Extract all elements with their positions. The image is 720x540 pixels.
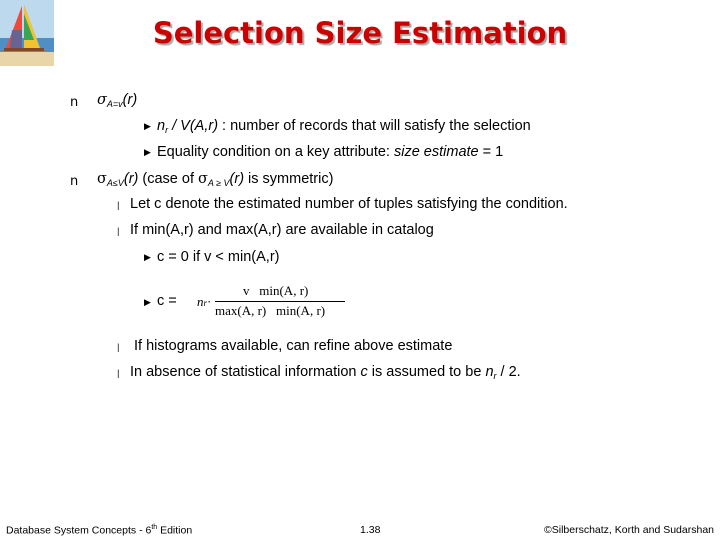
slide-title: Selection Size Estimation xyxy=(152,16,568,50)
formula-denominator: max(A, r) min(A, r) xyxy=(215,303,326,318)
list-item-absence: In absence of statistical information c is assumed to be $n_r / 2$. xyxy=(130,364,521,381)
list-marker: l xyxy=(117,225,120,239)
arrow-bullet-icon: ▶ xyxy=(144,252,151,262)
c-equals-label: c = xyxy=(157,293,177,309)
formula-numerator: v min(A, r) xyxy=(243,283,309,298)
selection-comparison-heading: $\sigma_{A\le V}(r)$ (case of $\sigma_{A \ge V}(r)$ is symmetric) xyxy=(97,171,334,188)
list-marker: l xyxy=(117,341,120,355)
list-marker: l xyxy=(117,367,120,381)
footer-book-title: Database System Concepts - 6th Edition xyxy=(6,524,193,537)
estimate-formula: nr· v min(A, r) max(A, r) min(A, r) xyxy=(195,283,355,323)
arrow-bullet-icon: ▶ xyxy=(144,121,151,131)
equality-estimate-line: $n_r / V(A,r)$ : number of records that will satisfy the selection xyxy=(157,118,531,135)
list-item-histograms: If histograms available, can refine above estimate xyxy=(130,338,453,354)
list-item-catalog: If min(A,r) and max(A,r) are available in catalog xyxy=(130,222,434,238)
footer-page-number: 1.38 xyxy=(360,524,381,536)
selection-equality-heading: $\sigma_{A=v}(r)$ xyxy=(97,92,138,109)
bullet-marker: n xyxy=(70,174,79,189)
bullet-marker: n xyxy=(70,95,79,110)
list-item-define-c: Let c denote the estimated number of tuples satisfying the condition. xyxy=(130,196,568,212)
key-attribute-line: Equality condition on a key attribute: size estimate = 1 xyxy=(157,144,504,160)
c-zero-condition: c = 0 if v < min(A,r) xyxy=(157,249,280,265)
footer-copyright: ©Silberschatz, Korth and Sudarshan xyxy=(544,524,714,536)
arrow-bullet-icon: ▶ xyxy=(144,147,151,157)
list-marker: l xyxy=(117,199,120,213)
arrow-bullet-icon: ▶ xyxy=(144,297,151,307)
fraction-bar xyxy=(215,301,345,302)
